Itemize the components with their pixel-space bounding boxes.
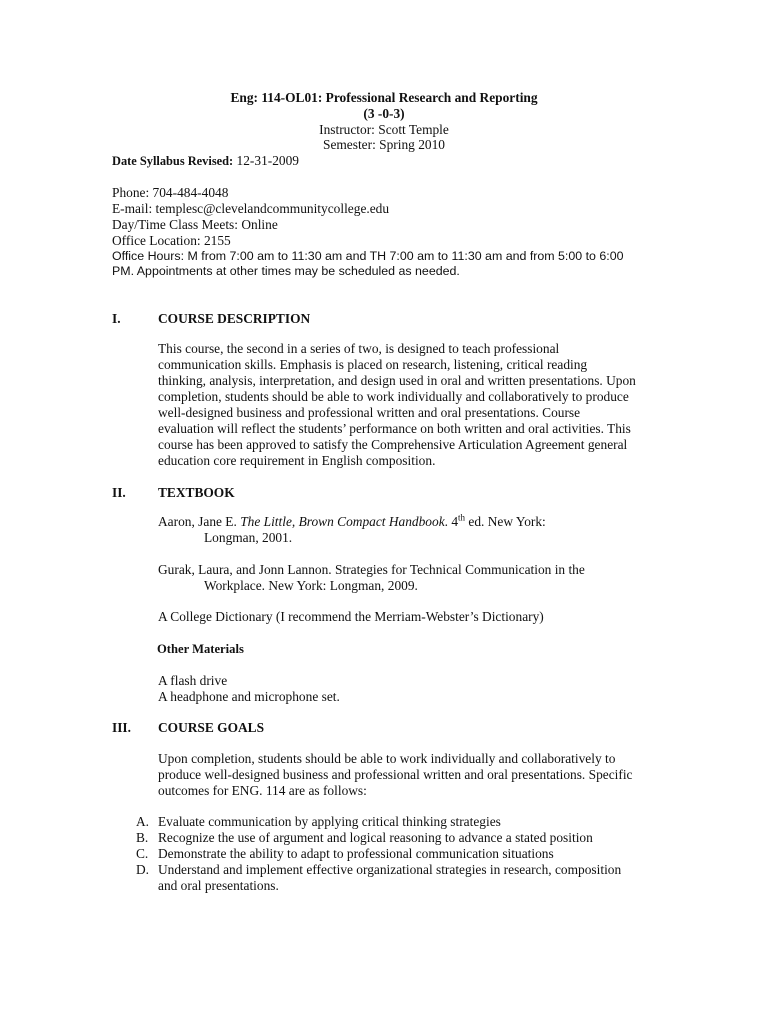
paragraph-line: This course, the second in a series of two, is designed to teach professional [158,341,560,356]
textbook-1-publisher: ed. New York: [465,514,546,529]
goal-letter: C. [136,846,149,861]
other-material-item: A headphone and microphone set. [158,689,340,704]
other-material-item: A flash drive [158,673,228,688]
dictionary-line: A College Dictionary (I recommend the Merriam-Webster’s Dictionary) [158,609,544,624]
semester-line: Semester: Spring 2010 [323,137,445,152]
section-2-numeral: II. [112,485,126,500]
textbook-1-author: Aaron, Jane E. [158,514,241,529]
section-1-numeral: I. [112,311,121,326]
office-location-line: Office Location: 2155 [112,233,231,248]
revised-date: 12-31-2009 [233,153,300,168]
course-goals-intro [158,751,658,799]
textbook-1-line-2: Longman, 2001. [204,530,293,545]
textbook-2-line-2: Workplace. New York: Longman, 2009. [204,578,418,593]
paragraph-line: course has been approved to satisfy the Comprehensive Articulation Agreement general [158,437,628,452]
email-line: E-mail: templesc@clevelandcommunitycollege.edu [112,201,390,216]
paragraph-line: Upon completion, students should be able to work individually and collaboratively to [158,751,616,766]
office-hours-line-1: Office Hours: M from 7:00 am to 11:30 am and TH 7:00 am to 11:30 am and from 5:00 to 6:00 [112,249,624,263]
paragraph-line: outcomes for ENG. 114 are as follows: [158,783,367,798]
paragraph-line: evaluation will reflect the students’ performance on both written and oral activities. This [158,421,631,436]
course-credits: (3 -0-3) [363,106,405,121]
goal-text-continued: and oral presentations. [158,878,279,893]
goal-letter: D. [136,862,150,877]
textbook-1-edition: . 4 [444,514,459,529]
revised-date-line [112,153,299,169]
class-meets-line: Day/Time Class Meets: Online [112,217,278,232]
course-title: Eng: 114-OL01: Professional Research and Reporting [230,90,538,105]
phone-line: Phone: 704-484-4048 [112,185,229,200]
goal-text: Understand and implement effective organizational strategies in research, composition [158,862,622,877]
goal-letter: A. [136,814,150,829]
course-description-paragraph [158,341,658,469]
textbook-1-edition-sup: th [458,512,466,523]
textbook-1-line-1 [158,514,546,530]
paragraph-line: completion, students should be able to work individually and collaboratively to produce [158,389,629,404]
paragraph-line: produce well-designed business and professional written and oral presentations. Specific [158,767,633,782]
goal-text: Demonstrate the ability to adapt to professional communication situations [158,846,554,861]
goal-text: Recognize the use of argument and logical reasoning to advance a stated position [158,830,593,845]
other-materials-heading: Other Materials [157,642,244,656]
section-1-heading: COURSE DESCRIPTION [158,311,311,326]
textbook-1-title: The Little, Brown Compact Handbook [240,514,445,529]
revised-label: Date Syllabus Revised: [112,154,234,168]
goal-letter: B. [136,830,149,845]
section-2-heading: TEXTBOOK [158,485,235,500]
paragraph-line: education core requirement in English composition. [158,453,436,468]
paragraph-line: thinking, analysis, interpretation, and design used in oral and written presentations. Upon [158,373,636,388]
office-hours-line-2: PM. Appointments at other times may be scheduled as needed. [112,264,460,278]
paragraph-line: communication skills. Emphasis is placed on research, listening, critical reading [158,357,588,372]
textbook-2-line-1: Gurak, Laura, and Jonn Lannon. Strategies for Technical Communication in the [158,562,585,577]
instructor-line: Instructor: Scott Temple [319,122,449,137]
goal-text: Evaluate communication by applying critical thinking strategies [158,814,501,829]
section-3-heading: COURSE GOALS [158,720,265,735]
section-3-numeral: III. [112,720,131,735]
paragraph-line: well-designed business and professional written and oral presentations. Course [158,405,581,420]
